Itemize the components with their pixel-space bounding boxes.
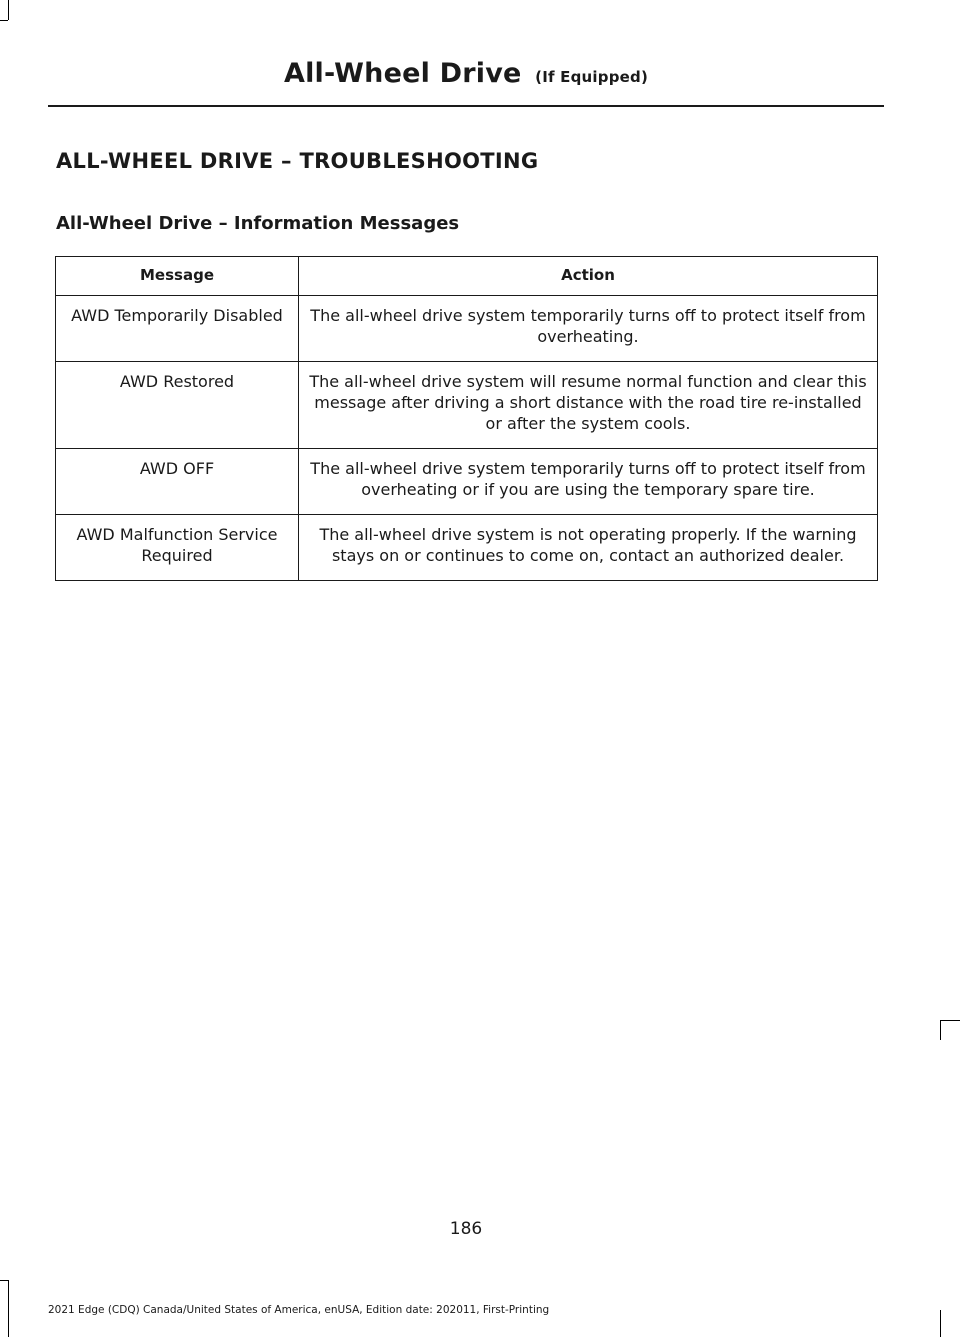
message-text: AWD Malfunction Service Required [76, 525, 278, 565]
action-cell [299, 515, 878, 581]
action-text: The all-wheel drive system is not operating properly. If the warning stays on or continues to come on, contact an authorized dealer. [319, 525, 857, 565]
crop-mark [940, 1310, 941, 1337]
crop-mark [940, 1020, 960, 1021]
crop-mark [0, 20, 8, 21]
column-header-action: Action [299, 257, 878, 296]
action-cell [299, 296, 878, 362]
running-header-subtitle: (If Equipped) [535, 68, 649, 86]
running-header [48, 58, 884, 89]
table-row [56, 515, 878, 581]
action-cell [299, 362, 878, 449]
subsection-title: All-Wheel Drive – Information Messages [56, 213, 460, 234]
action-text: The all-wheel drive system will resume normal function and clear this message after driving a short distance with the road tire re-installed or after the system cools. [309, 372, 867, 433]
table-row [56, 362, 878, 449]
footer-edition-info: 2021 Edge (CDQ) Canada/United States of America, enUSA, Edition date: 202011, First-Printing [48, 1304, 550, 1316]
action-cell [299, 449, 878, 515]
table-row [56, 449, 878, 515]
message-cell [56, 449, 299, 515]
table-row [56, 296, 878, 362]
crop-mark [0, 1280, 8, 1281]
crop-mark [940, 1020, 941, 1040]
action-text: The all-wheel drive system temporarily turns off to protect itself from overheating or if you are using the temporary spare tire. [310, 459, 866, 499]
message-text: AWD Restored [119, 372, 235, 391]
table-header-row [56, 257, 878, 296]
page-number: 186 [449, 1219, 483, 1239]
message-text: AWD Temporarily Disabled [71, 306, 283, 325]
action-text: The all-wheel drive system temporarily turns off to protect itself from overheating. [310, 306, 866, 346]
running-header-title: All-Wheel Drive [283, 58, 522, 89]
message-cell [56, 515, 299, 581]
column-header-message: Message [56, 257, 299, 296]
section-title: ALL-WHEEL DRIVE – TROUBLESHOOTING [56, 149, 539, 173]
header-divider [48, 105, 884, 107]
message-text: AWD OFF [139, 459, 215, 478]
crop-mark [8, 1280, 9, 1337]
message-cell [56, 362, 299, 449]
information-messages-table [55, 256, 878, 581]
message-cell [56, 296, 299, 362]
crop-mark [8, 0, 9, 20]
